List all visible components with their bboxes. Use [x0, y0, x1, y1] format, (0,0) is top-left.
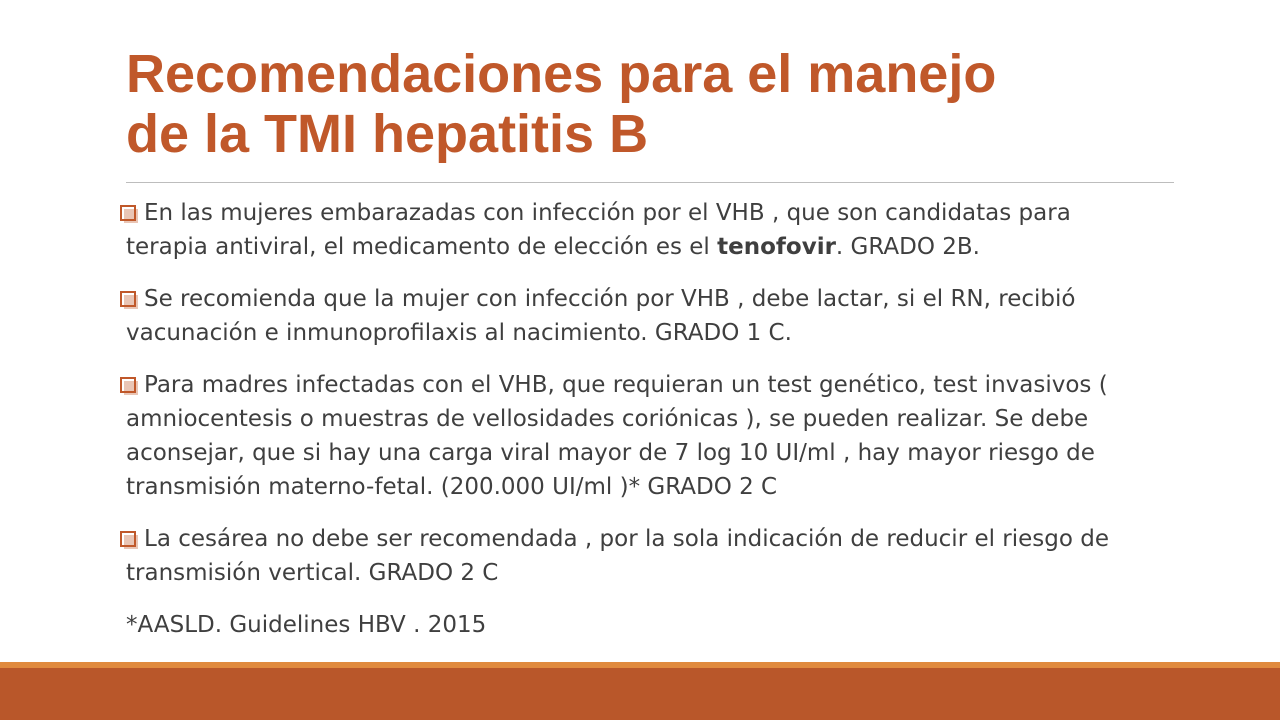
title-line-2: de la TMI hepatitis B — [126, 104, 649, 164]
title-line-1: Recomendaciones para el manejo — [126, 44, 997, 104]
checkbox-bullet-icon — [120, 531, 136, 547]
footer-bar — [0, 668, 1280, 720]
bullet-4-text: La cesárea no debe ser recomendada , por la sola indicación de reducir el riesgo de transmisión vertical. GRADO 2 C — [126, 526, 1110, 586]
bullet-1-text-pre: En las mujeres embarazadas con infección por el VHB , que son candidatas para terapia antiviral, el medicamento de elección es el — [126, 200, 1071, 260]
slide-body — [116, 196, 1156, 642]
bullet-1-text-post: . GRADO 2B. — [835, 234, 980, 260]
bullet-item-4 — [116, 522, 1156, 590]
checkbox-bullet-icon — [120, 291, 136, 307]
bullet-1-text-bold: tenofovir — [717, 234, 836, 260]
reference-note: *AASLD. Guidelines HBV . 2015 — [126, 612, 487, 638]
checkbox-bullet-icon — [120, 205, 136, 221]
checkbox-bullet-icon — [120, 377, 136, 393]
title-divider — [126, 182, 1174, 183]
bullet-item-1 — [116, 196, 1156, 264]
bullet-3-text: Para madres infectadas con el VHB, que requieran un test genético, test invasivos ( amniocentesis o muestras de vellosidades coriónicas ), se pueden realizar. Se debe aconsejar, que si hay una carga viral mayor de 7 log 10 UI/ml , hay mayor riesgo de transmisión materno-fetal. (200.000 UI/ml )* GRADO 2 C — [126, 372, 1108, 500]
slide-title — [126, 44, 1186, 164]
bullet-item-3 — [116, 368, 1156, 504]
bullet-2-text: Se recomienda que la mujer con infección por VHB , debe lactar, si el RN, recibió vacunación e inmunoprofilaxis al nacimiento. GRADO 1 C. — [126, 286, 1076, 346]
bullet-item-2 — [116, 282, 1156, 350]
